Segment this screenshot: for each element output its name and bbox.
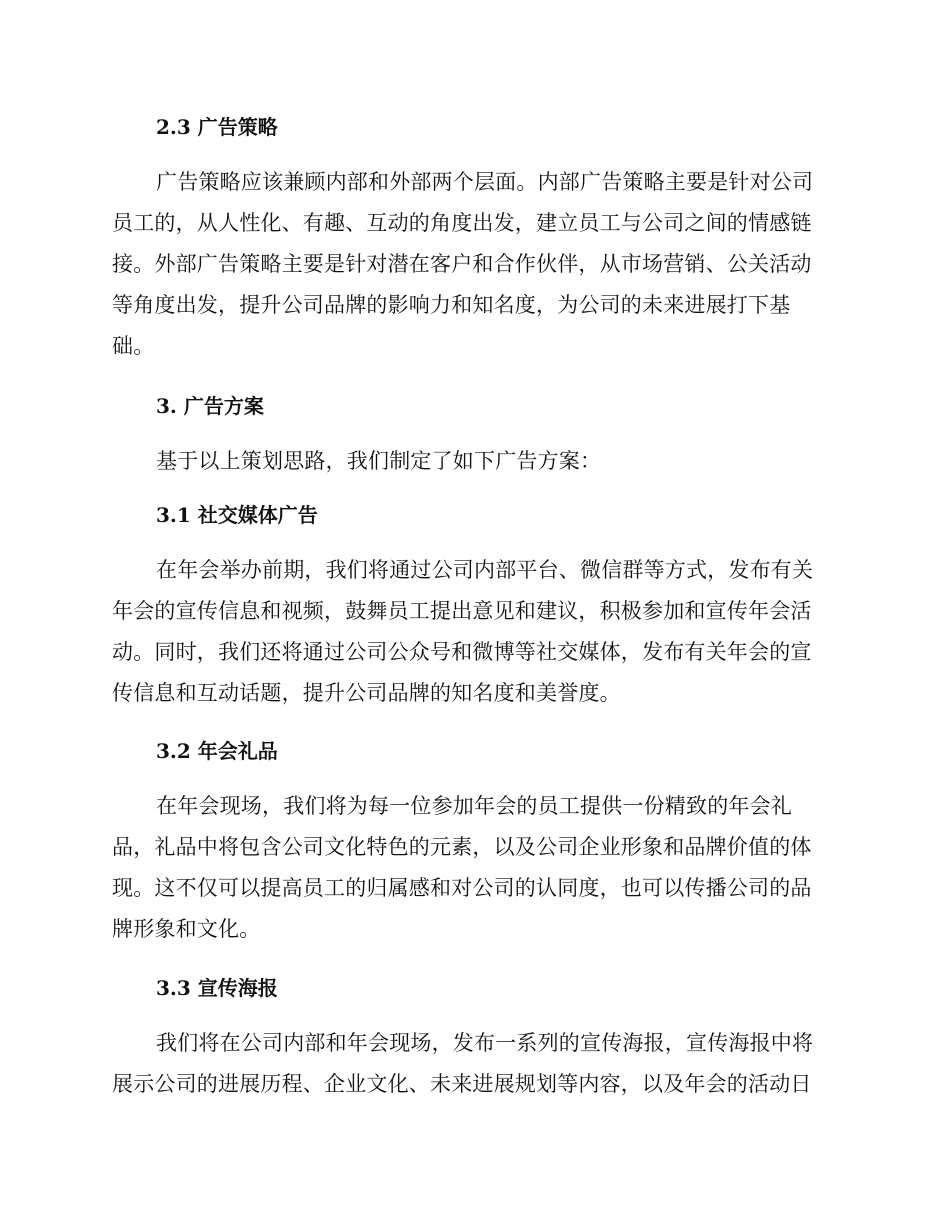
- paragraph-line: 我们将在公司内部和年会现场，发布一系列的宣传海报，宣传海报中将: [156, 1031, 814, 1055]
- paragraph-line: 广告策略应该兼顾内部和外部两个层面。内部广告策略主要是针对公司: [156, 170, 814, 194]
- paragraph-line: 在年会现场，我们将为每一位参加年会的员工提供一份精致的年会礼: [156, 794, 792, 818]
- section-heading-3-1: 3.1 社交媒体广告: [156, 503, 318, 527]
- paragraph-line: 等角度出发，提升公司品牌的影响力和知名度，为公司的未来进展打下基: [112, 293, 791, 317]
- paragraph-line: 牌形象和文化。: [112, 917, 261, 941]
- section-heading-3-3: 3.3 宣传海报: [156, 976, 278, 1000]
- section-heading-3: 3. 广告方案: [156, 394, 264, 418]
- paragraph-line: 基于以上策划思路，我们制定了如下广告方案：: [156, 449, 602, 473]
- paragraph-line: 础。: [112, 334, 155, 358]
- section-heading-2-3: 2.3 广告策略: [156, 115, 278, 139]
- paragraph-line: 动。同时，我们还将通过公司公众号和微博等社交媒体，发布有关年会的宣: [112, 640, 812, 664]
- paragraph-line: 接。外部广告策略主要是针对潜在客户和合作伙伴，从市场营销、公关活动: [112, 252, 812, 276]
- paragraph-line: 在年会举办前期，我们将通过公司内部平台、微信群等方式，发布有关: [156, 558, 814, 582]
- paragraph-line: 展示公司的进展历程、企业文化、未来进展规划等内容，以及年会的活动日: [112, 1072, 812, 1096]
- section-heading-3-2: 3.2 年会礼品: [156, 739, 278, 763]
- paragraph-line: 年会的宣传信息和视频，鼓舞员工提出意见和建议，积极参加和宣传年会活: [112, 599, 812, 623]
- paragraph-line: 品，礼品中将包含公司文化特色的元素，以及公司企业形象和品牌价值的体: [112, 835, 812, 859]
- paragraph-line: 现。这不仅可以提高员工的归属感和对公司的认同度，也可以传播公司的品: [112, 876, 812, 900]
- paragraph-line: 员工的，从人性化、有趣、互动的角度出发，建立员工与公司之间的情感链: [112, 211, 812, 235]
- paragraph-line: 传信息和互动话题，提升公司品牌的知名度和美誉度。: [112, 681, 621, 705]
